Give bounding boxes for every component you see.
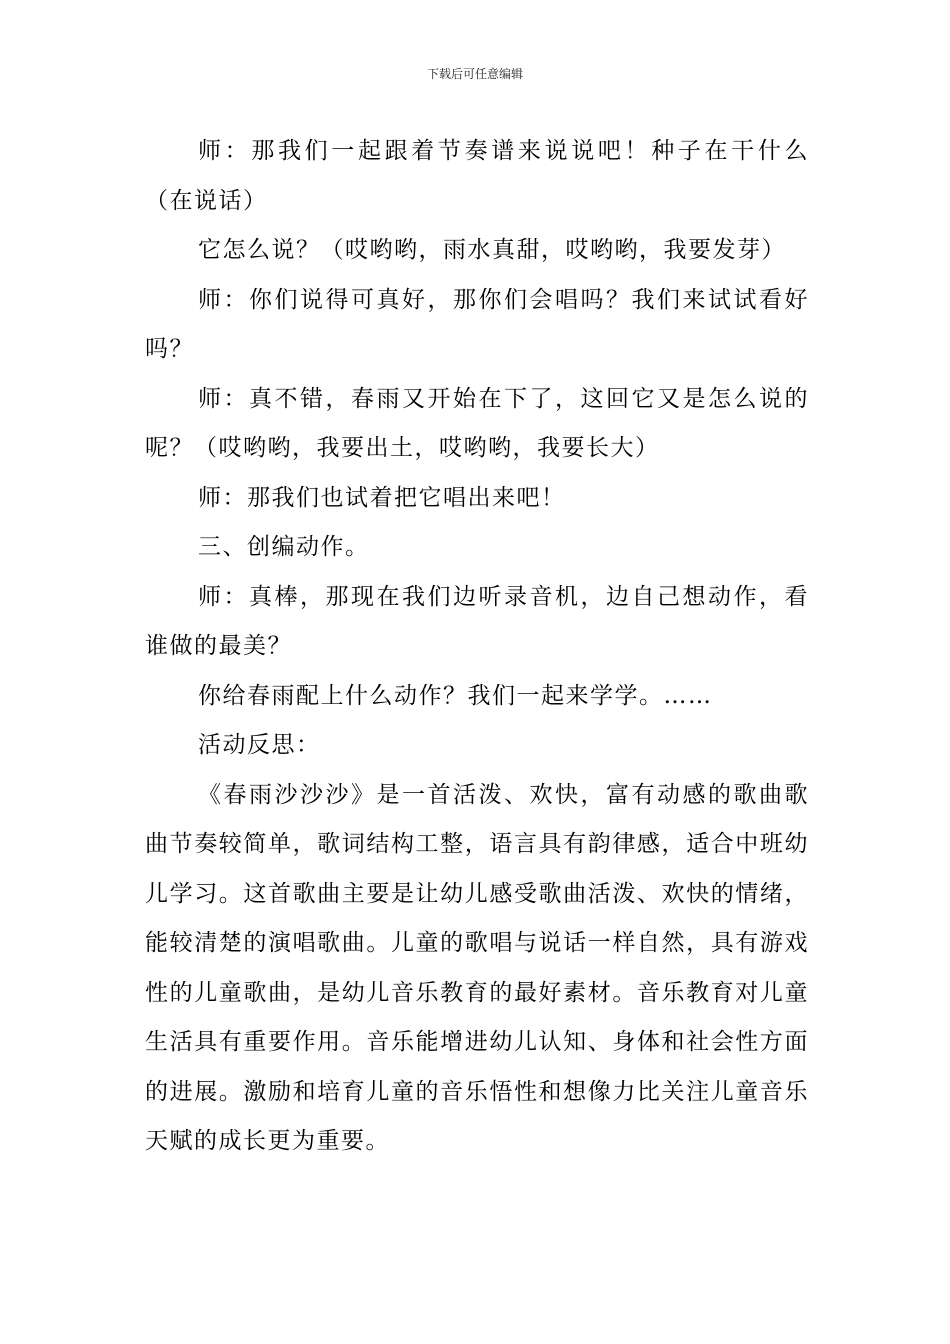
paragraph-4: 师：真不错，春雨又开始在下了，这回它又是怎么说的呢？（哎哟哟，我要出土，哎哟哟，我要长大） xyxy=(145,385,809,461)
paragraph-3: 师：你们说得可真好，那你们会唱吗？我们来试试看好吗？ xyxy=(145,286,809,362)
paragraph-1: 师：那我们一起跟着节奏谱来说说吧！种子在干什么（在说话） xyxy=(145,138,809,214)
document-body xyxy=(145,127,809,1167)
paragraph-2: 它怎么说？（哎哟哟，雨水真甜，哎哟哟，我要发芽） xyxy=(198,237,786,263)
paragraph-5: 师：那我们也试着把它唱出来吧！ xyxy=(198,484,566,511)
paragraph-7: 师：真棒，那现在我们边听录音机，边自己想动作，看谁做的最美？ xyxy=(145,583,809,659)
section-heading: 三、创编动作。 xyxy=(198,534,370,560)
reflection-paragraph: 《春雨沙沙沙》是一首活泼、欢快，富有动感的歌曲歌曲节奏较简单，歌词结构工整，语言具有韵律感，适合中班幼儿学习。这首歌曲主要是让幼儿感受歌曲活泼、欢快的情绪，能较清楚的演唱歌曲。儿童的歌唱与说话一样自然，具有游戏性的儿童歌曲，是幼儿音乐教育的最好素材。音乐教育对儿童生活具有重要作用。音乐能增进幼儿认知、身体和社会性方面的进展。激励和培育儿童的音乐悟性和想像力比关注儿童音乐天赋的成长更为重要。 xyxy=(145,781,809,1154)
paragraph-8: 你给春雨配上什么动作？我们一起来学学。…… xyxy=(198,682,713,709)
reflection-heading: 活动反思： xyxy=(198,732,321,758)
page-header: 下载后可任意编辑 xyxy=(426,67,523,81)
